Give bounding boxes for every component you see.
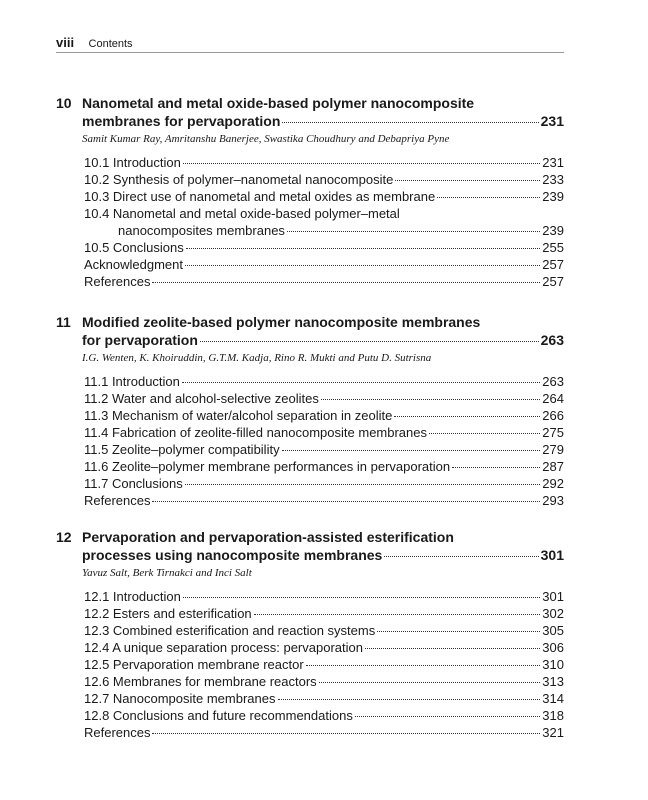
- toc-entry[interactable]: 12.2 Esters and esterification 302: [84, 606, 564, 621]
- dot-leader: [200, 341, 539, 342]
- toc-entry[interactable]: 12.1 Introduction 301: [84, 589, 564, 604]
- toc-entry[interactable]: 12.3 Combined esterification and reaction systems 305: [84, 623, 564, 638]
- toc-entry[interactable]: 11.4 Fabrication of zeolite-filled nanocomposite membranes 275: [84, 425, 564, 440]
- toc-entry[interactable]: 11.3 Mechanism of water/alcohol separation in zeolite 266: [84, 408, 564, 423]
- chapter-authors: Yavuz Salt, Berk Tirnakci and Inci Salt: [82, 567, 252, 579]
- toc-entry[interactable]: 12.4 A unique separation process: pervaporation 306: [84, 640, 564, 655]
- chapter-number: 12: [56, 529, 72, 545]
- dot-leader: [384, 556, 538, 557]
- chapter-page: 263: [540, 332, 564, 348]
- toc-entry[interactable]: 11.6 Zeolite–polymer membrane performances in pervaporation 287: [84, 459, 564, 474]
- chapter-11: [56, 313, 564, 509]
- toc-entry[interactable]: 11.5 Zeolite–polymer compatibility 279: [84, 442, 564, 457]
- toc-entry[interactable]: 12.5 Pervaporation membrane reactor 310: [84, 657, 564, 672]
- toc-entry[interactable]: 10.1 Introduction 231: [84, 155, 564, 170]
- toc-entry[interactable]: 10.2 Synthesis of polymer–nanometal nanocomposite 233: [84, 172, 564, 187]
- chapter-title[interactable]: 12 Pervaporation and pervaporation-assisted esterification processes using nanocomposite membranes 301: [56, 529, 564, 563]
- toc-entry[interactable]: References 321: [84, 725, 564, 740]
- running-title: Contents: [88, 38, 133, 50]
- chapter-number: 10: [56, 95, 72, 111]
- toc-entry[interactable]: 12.7 Nanocomposite membranes 314: [84, 691, 564, 706]
- toc-entry[interactable]: 12.6 Membranes for membrane reactors 313: [84, 674, 564, 689]
- chapter-page: 231: [540, 113, 564, 129]
- toc-entry[interactable]: References 257: [84, 274, 564, 289]
- toc-entry[interactable]: 11.1 Introduction 263: [84, 374, 564, 389]
- toc-entry[interactable]: 11.2 Water and alcohol-selective zeolites 264: [84, 391, 564, 406]
- toc-entry[interactable]: References 293: [84, 493, 564, 508]
- chapter-title[interactable]: 11 Modified zeolite-based polymer nanocomposite membranes for pervaporation 263: [56, 314, 564, 348]
- chapter-number: 11: [56, 314, 71, 330]
- chapter-authors: Samit Kumar Ray, Amritanshu Banerjee, Swastika Choudhury and Debapriya Pyne: [82, 133, 450, 145]
- chapter-page: 301: [540, 547, 564, 563]
- toc-entry[interactable]: 12.8 Conclusions and future recommendations 318: [84, 708, 564, 723]
- toc-entry[interactable]: Acknowledgment 257: [84, 257, 564, 272]
- dot-leader: [282, 122, 538, 123]
- chapter-authors: I.G. Wenten, K. Khoiruddin, G.T.M. Kadja, Rino R. Mukti and Putu D. Sutrisna: [82, 352, 432, 364]
- page-number: viii: [56, 35, 75, 50]
- toc-entry[interactable]: 10.4 Nanometal and metal oxide-based polymer–metal nanocomposites membranes 239: [84, 206, 564, 238]
- section-list: [84, 154, 564, 290]
- running-header: [56, 34, 564, 53]
- toc-entry[interactable]: 11.7 Conclusions 292: [84, 476, 564, 491]
- toc-entry[interactable]: 10.5 Conclusions 255: [84, 240, 564, 255]
- chapter-title[interactable]: 10 Nanometal and metal oxide-based polymer nanocomposite membranes for pervaporation 231: [56, 95, 564, 129]
- toc-entry[interactable]: 10.3 Direct use of nanometal and metal oxides as membrane 239: [84, 189, 564, 204]
- chapter-12: [56, 528, 564, 741]
- section-list: [84, 588, 564, 741]
- section-list: [84, 373, 564, 509]
- chapter-10: [56, 94, 564, 290]
